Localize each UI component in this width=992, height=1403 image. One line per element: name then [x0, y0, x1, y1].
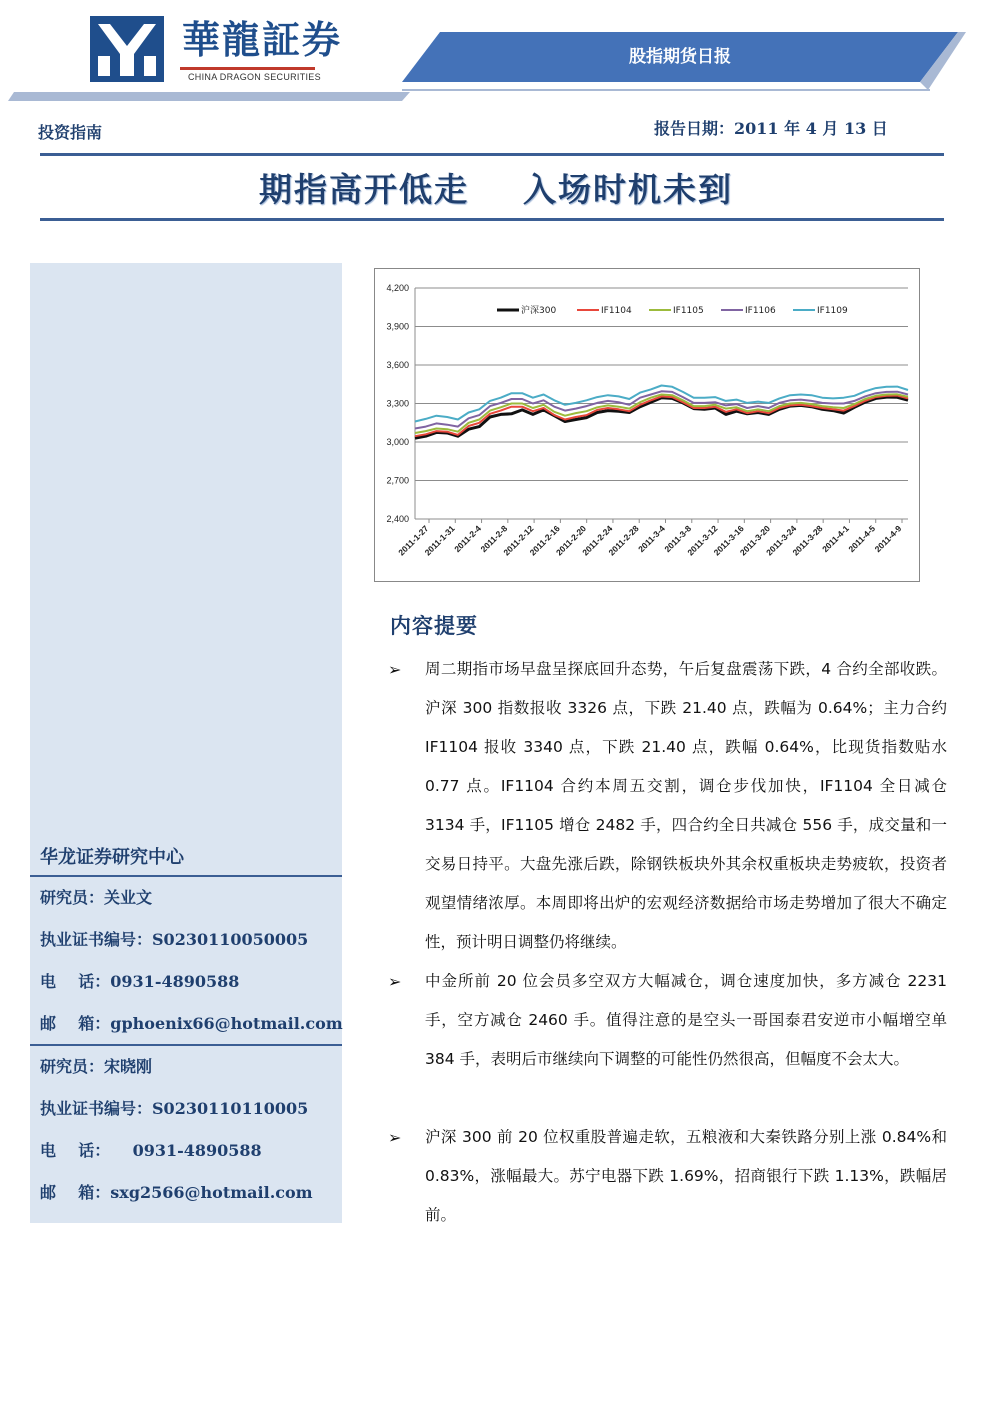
y-tick-label: 2,400 [386, 514, 409, 524]
sidebar-divider [30, 875, 342, 877]
page-title: 期指高开低走 入场时机未到 [259, 170, 733, 209]
company-name-en: CHINA DRAGON SECURITIES [188, 72, 321, 82]
x-tick-label: 2011-3-28 [790, 523, 825, 558]
x-tick-label: 2011-4-1 [820, 523, 851, 555]
x-tick-label: 2011-3-20 [737, 523, 773, 558]
legend-label: IF1106 [745, 306, 776, 316]
report-date: 报告日期：2011 年 4 月 13 日 [654, 119, 888, 138]
analyst-name: 研究员：宋晓刚 [40, 1057, 153, 1076]
legend-label: IF1109 [817, 306, 848, 316]
x-tick-label: 2011-2-20 [553, 523, 589, 558]
x-tick-label: 2011-2-16 [527, 523, 562, 558]
x-tick-label: 2011-2-12 [501, 523, 536, 558]
analyst-license: 执业证书编号：S0230110110005 [40, 1099, 309, 1118]
y-tick-label: 3,300 [386, 398, 409, 409]
analyst-name: 研究员：关业文 [40, 888, 153, 907]
x-tick-label: 2011-2-28 [606, 523, 641, 558]
summary-title: 内容提要 [390, 613, 478, 638]
y-tick-label: 2,700 [386, 475, 409, 486]
x-tick-label: 2011-1-31 [422, 523, 457, 558]
bullet-arrow-icon: ➢ [388, 1128, 402, 1147]
sidebar-divider [30, 1044, 342, 1046]
x-tick-label: 2011-3-4 [636, 523, 667, 555]
research-center-label: 华龙证券研究中心 [40, 847, 184, 868]
header-underline-bar [8, 92, 410, 101]
x-tick-label: 2011-2-4 [452, 523, 483, 555]
title-bottom-rule [40, 218, 944, 221]
legend-label: IF1104 [601, 306, 632, 316]
x-tick-label: 2011-2-24 [580, 523, 615, 558]
report-type-label: 股指期货日报 [629, 47, 731, 67]
analyst-license: 执业证书编号：S0230110050005 [40, 930, 309, 949]
x-tick-label: 2011-1-27 [396, 523, 431, 558]
legend-label: IF1105 [673, 306, 704, 316]
report-category: 投资指南 [38, 123, 103, 142]
x-tick-label: 2011-3-12 [685, 523, 720, 558]
analyst-email[interactable]: 邮 箱：sxg2566@hotmail.com [40, 1183, 313, 1202]
y-tick-label: 3,600 [386, 360, 409, 370]
x-tick-label: 2011-4-5 [846, 523, 878, 555]
analyst-email[interactable]: 邮 箱：gphoenix66@hotmail.com [40, 1014, 343, 1033]
bullet-arrow-icon: ➢ [388, 972, 402, 991]
x-tick-label: 2011-2-8 [478, 523, 510, 555]
x-tick-label: 2011-3-16 [711, 523, 746, 558]
bullet-arrow-icon: ➢ [388, 660, 402, 679]
y-tick-label: 4,200 [386, 283, 409, 293]
company-logo-icon [90, 16, 164, 82]
title-top-rule [40, 153, 944, 156]
logo-divider [180, 67, 315, 70]
futures-index-chart [374, 268, 920, 582]
x-tick-label: 2011-3-24 [764, 523, 799, 558]
chart-canvas [375, 269, 919, 581]
y-tick-label: 3,900 [386, 321, 409, 332]
summary-item: 沪深 300 前 20 位权重股普遍走软，五粮液和大秦铁路分别上涨 0.84%和 0.83%，涨幅最大。苏宁电器下跌 1.69%，招商银行下跌 1.13%，跌幅居前。 [425, 1128, 947, 1224]
sidebar-panel [30, 263, 342, 1223]
summary-item: 周二期指市场早盘呈探底回升态势，午后复盘震荡下跌，4 合约全部收跌。沪深 300 指数报收 3326 点，下跌 21.40 点，跌幅为 0.64%；主力合约 IF1104 报收 3340 点，下跌 21.40 点，跌幅 0.64%，比现货指数贴水 0.77 点。IF1104 合约本周五交割，调仓步伐加快，IF1104 全日减仓 3134 手，IF1105 增仓 2482 手，四合约全日共减仓 556 手，成交量和一交易日持平。大盘先涨后跌，除钢铁板块外其余权重板块走势疲软，投资者观望情绪浓厚。本周即将出炉的宏观经济数据给市场走势增加了很大不确定性，预计明日调整仍将继续。 [425, 660, 947, 951]
analyst-phone: 电 话： 0931-4890588 [40, 1141, 262, 1160]
legend-label: 沪深300 [521, 306, 557, 316]
x-tick-label: 2011-4-9 [872, 523, 904, 555]
summary-item: 中金所前 20 位会员多空双方大幅减仓，调仓速度加快，多方减仓 2231 手，空方减仓 2460 手。值得注意的是空头一哥国泰君安逆市小幅增空单 384 手，表明后市继续向下调整的可能性仍然很高，但幅度不会太大。 [425, 972, 947, 1068]
analyst-phone: 电 话：0931-4890588 [40, 972, 240, 991]
x-tick-label: 2011-3-8 [662, 523, 694, 555]
company-name-cn: 華龍証券 [182, 17, 343, 62]
y-tick-label: 3,000 [386, 437, 409, 447]
